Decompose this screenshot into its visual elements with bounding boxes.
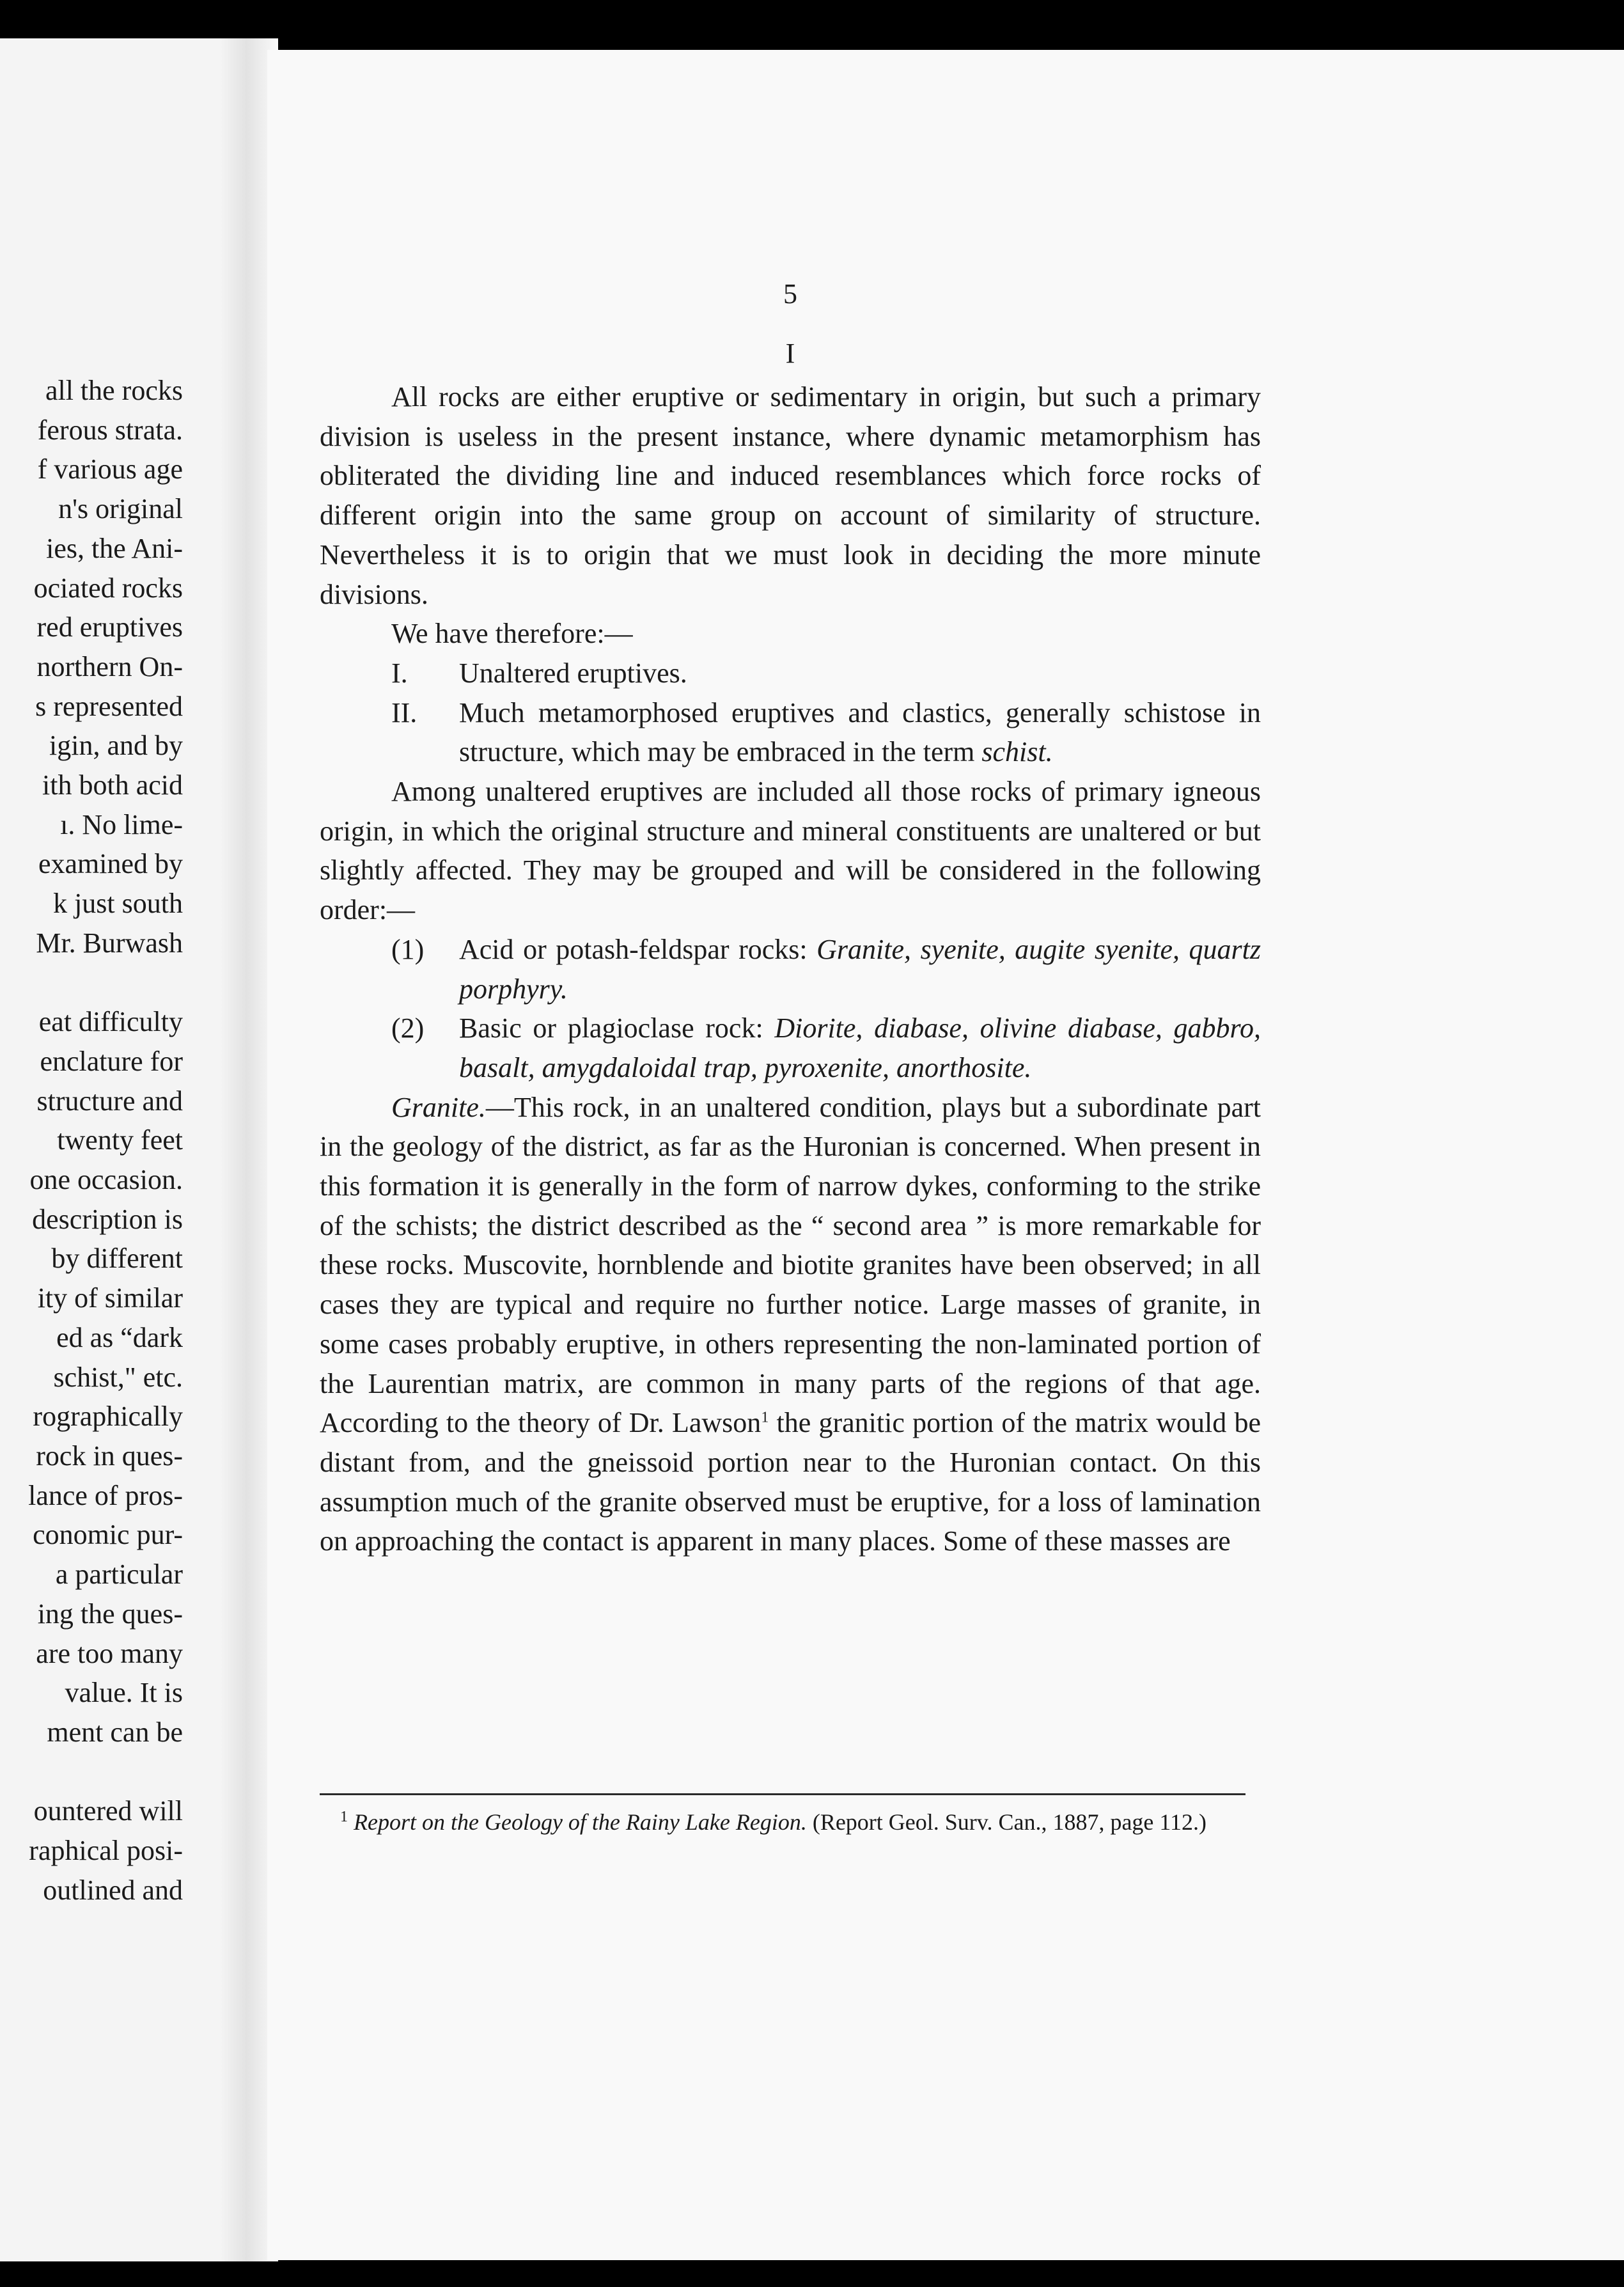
left-page-line: enclature for [40,1045,183,1077]
page-number: 5 [783,278,797,310]
left-page-line: ment can be [47,1716,183,1748]
footnote-marker: 1 [340,1809,348,1825]
left-page-line: a particular [55,1559,183,1591]
left-page-line: Mr. Burwash [36,927,183,959]
rock-order-list [320,930,1261,1088]
footnote-text: (Report Geol. Surv. Can., 1887, page 112.) [806,1809,1207,1835]
section-heading: I [785,338,795,369]
list-marker: (2) [391,1012,425,1044]
left-page-line: value. It is [65,1677,183,1709]
left-page-line: k just south [53,888,183,920]
left-page-line: n's original [58,493,183,525]
paragraph-unaltered: Among unaltered eruptives are included all those rocks of primary igneous origin, in which the original structure and mineral constituents are unaltered or but slightly affected. They may be grouped and will be considered in the following order:— [320,776,1261,926]
roman-list [320,654,1261,772]
list-item-text: Unaltered eruptives. [459,657,687,689]
paragraph-origin: All rocks are either eruptive or sedimentary in origin, but such a primary division is useless in the present instance, where dynamic metamorphism has obliterated the dividing line and induced resemblances which force rocks of different origin into the same group on account of similarity of structure. Nevertheless it is to origin that we must look in deciding the more minute divisions. [320,381,1261,610]
list-item-text-italic: Diorite, diabase, olivine diabase, gabbro, basalt, amygdaloidal trap, pyroxenite, anorthosite. [459,1012,1261,1083]
granite-lead: Granite. [391,1091,486,1123]
paragraph-granite [320,1088,1261,1561]
list-item-text [459,693,1261,772]
list-item-text-plain: Much metamorphosed eruptives and clastics, generally schistose in structure, which may be embraced in the term [459,696,1261,768]
list-item [320,654,1261,693]
left-page-line: northern On- [36,650,183,682]
left-page-line: ith both acid [42,769,183,801]
left-page-text [0,371,183,1910]
list-item-text-italic: Granite, syenite, augite syenite, quartz porphyry. [459,933,1261,1005]
left-page-line: structure and [36,1085,183,1117]
left-page-line: examined by [38,848,183,880]
left-page-line [0,963,183,1003]
left-page-line: ity of similar [37,1282,183,1314]
left-page-line: rographically [33,1401,183,1433]
left-page [0,38,242,2261]
list-marker: (1) [391,933,425,965]
list-item [320,930,1261,1009]
list-marker: I. [391,657,408,689]
left-page-line: are too many [36,1637,183,1669]
left-page-line: ferous strata. [37,414,183,446]
left-page-line: f various age [37,453,183,485]
page-text-block [320,262,1261,1561]
footnote-divider [320,1793,1245,1795]
list-marker: II. [391,696,418,728]
left-page-line: ing the ques- [37,1598,183,1630]
left-page-line: description is [32,1203,183,1235]
left-page-line: eat difficulty [38,1006,183,1038]
left-page-line: s represented [35,690,183,722]
left-page-line: ı. No lime- [60,808,183,840]
left-page-line [0,1752,183,1792]
left-page-line: conomic pur- [33,1519,183,1551]
left-page-line: ed as “dark [56,1321,183,1353]
left-page-line: outlined and [43,1874,183,1906]
left-page-line: red eruptives [36,611,183,643]
left-page-line: schist," etc. [53,1361,183,1393]
left-page-line: lance of pros- [28,1479,183,1511]
footnote-title: Report on the Geology of the Rainy Lake Region. [354,1809,807,1835]
left-page-line: ountered will [33,1795,183,1827]
left-page-line: twenty feet [57,1124,183,1156]
footnote [301,1809,1263,1835]
left-page-line: ies, the Ani- [46,532,183,564]
granite-text-a: —This rock, in an unaltered condition, plays but a subordinate part in the geology of the district, as far as the Huronian is concerned. When present in this formation it is generally in the form of narrow dykes, conforming to the strike of the schists; the district described as the “ second area ” is more remarkable for these rocks. Muscovite, hornblende and biotite granites have been observed; in all cases they are typical and require no further notice. Large masses of granite, in some cases probably eruptive, in others representing the non-laminated portion of the Laurentian matrix, are common in many parts of the regions of that age. According to the theory of Dr. Lawson [320,1091,1261,1439]
list-item-text-plain: Basic or plagioclase rock: [459,1012,775,1044]
list-item [320,693,1261,772]
list-item-text-plain: Acid or potash-feldspar rocks: [459,933,817,965]
left-page-line: one occasion. [29,1164,183,1196]
left-page-line: by different [51,1243,183,1275]
left-page-line: all the rocks [45,375,183,406]
list-item-text [459,930,1261,1009]
left-page-line: igin, and by [49,730,183,762]
left-page-line: raphical posi- [29,1835,183,1867]
list-item [320,1009,1261,1087]
left-page-line: ociated rocks [33,572,183,604]
list-item-text-italic: schist. [981,736,1053,768]
paragraph-therefore: We have therefore:— [391,618,633,650]
footnote-reference: 1 [761,1409,769,1426]
granite-text-b: the granitic portion of the matrix would be distant from, and the gneissoid portion near to the Huronian contact. On this assumption much of the granite observed must be eruptive, for a loss of lamination on approaching the contact is apparent in many places. Some of these masses are [320,1407,1261,1557]
left-page-line: rock in ques- [36,1440,183,1472]
list-item-text [459,1009,1261,1087]
